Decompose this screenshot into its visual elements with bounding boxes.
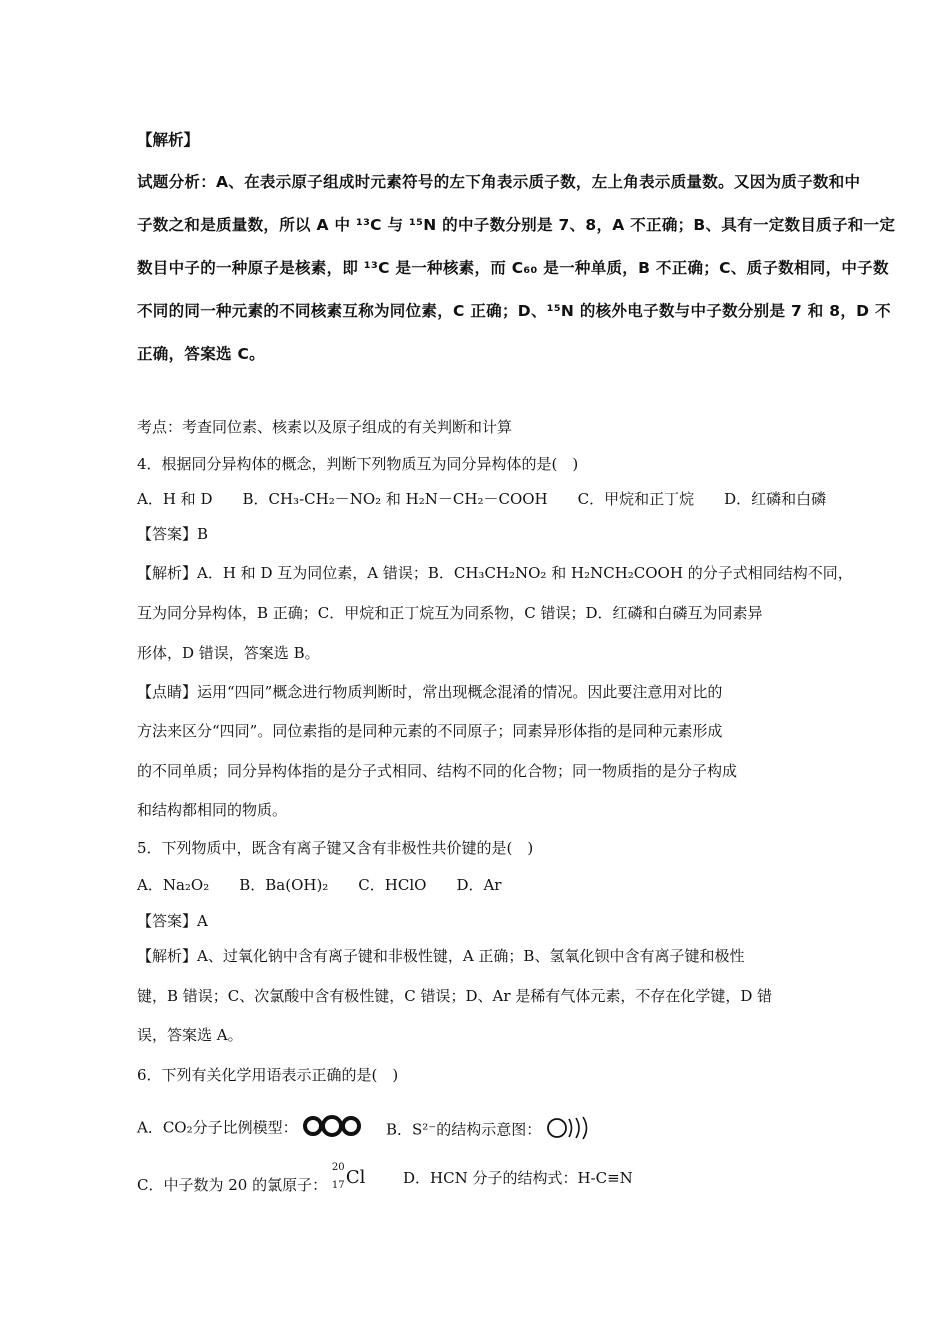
q6-option-a-label: A．CO₂分子比例模型：	[137, 1118, 298, 1137]
q5-jiexi-line-3: 误，答案选 A。	[137, 1026, 243, 1044]
q6-stem: 6．下列有关化学用语表示正确的是( )	[137, 1066, 399, 1084]
q4-jiexi-line-3: 形体，D 错误，答案选 B。	[137, 644, 320, 662]
analysis-line-4: 不同的同一种元素的不同核素互称为同位素，C 正确；D、¹⁵N 的核外电子数与中子数分别是 7 和 8，D 不	[137, 302, 891, 320]
q4-stem: 4．根据同分异构体的概念，判断下列物质互为同分异构体的是( )	[137, 455, 579, 473]
q5-answer: 【答案】A	[137, 912, 208, 930]
q4-dianjing-line-3: 的不同单质；同分异构体指的是分子式相同、结构不同的化合物；同一物质指的是分子构成	[137, 762, 738, 780]
chlorine-nuclide-symbol	[331, 1162, 368, 1198]
q5-jiexi-line-1: 【解析】A、过氧化钠中含有离子键和非极性键，A 正确；B、氢氧化钡中含有离子键和极性	[137, 947, 745, 965]
nuclide-atomic-number: 17	[331, 1180, 345, 1191]
q6-option-b	[386, 1115, 592, 1146]
q4-answer: 【答案】B	[137, 525, 209, 543]
kaodian-text: 考点：考查同位素、核素以及原子组成的有关判断和计算	[137, 418, 513, 436]
q4-jiexi-line-2: 互为同分异构体，B 正确；C．甲烷和正丁烷互为同系物，C 错误；D．红磷和白磷互为同素异	[137, 604, 763, 622]
q6-option-c-label: C．中子数为 20 的氯原子：	[137, 1176, 328, 1194]
q5-stem: 5．下列物质中，既含有离子键又含有非极性共价键的是( )	[137, 839, 534, 857]
q6-option-b-label: B．S²⁻的结构示意图：	[386, 1120, 542, 1139]
nuclide-mass-number: 20	[331, 1162, 345, 1173]
analysis-line-3: 数目中子的一种原子是核素，即 ¹³C 是一种核素，而 C₆₀ 是一种单质，B 不正确；C、质子数相同，中子数	[137, 259, 889, 277]
q4-dianjing-line-2: 方法来区分“四同”。同位素指的是同种元素的不同原子；同素异形体指的是同种元素形成	[137, 722, 723, 740]
sulfide-ion-structure-diagram-image	[546, 1115, 592, 1146]
analysis-line-1: 试题分析：A、在表示原子组成时元素符号的左下角表示质子数，左上角表示质量数。又因为质子数和中	[137, 173, 861, 191]
q5-options: A．Na₂O₂ B．Ba(OH)₂ C．HClO D．Ar	[137, 876, 502, 894]
analysis-line-2: 子数之和是质量数，所以 A 中 ¹³C 与 ¹⁵N 的中子数分别是 7、8，A 不正确；B、具有一定数目质子和一定	[137, 216, 896, 234]
q4-jiexi-line-1: 【解析】A．H 和 D 互为同位素，A 错误；B．CH₃CH₂NO₂ 和 H₂NCH₂COOH 的分子式相同结构不同，	[137, 564, 853, 582]
q4-options: A．H 和 D B．CH₃-CH₂－NO₂ 和 H₂N－CH₂－COOH C．甲烷和正丁烷 D．红磷和白磷	[137, 490, 827, 508]
q6-option-a	[137, 1115, 362, 1142]
q6-option-c	[137, 1162, 368, 1198]
co2-space-filling-model-image	[302, 1115, 362, 1142]
analysis-header: 【解析】	[137, 131, 200, 149]
q6-option-d: D．HCN 分子的结构式：H-C≡N	[403, 1169, 633, 1187]
analysis-line-5: 正确，答案选 C。	[137, 345, 265, 363]
q5-jiexi-line-2: 键，B 错误；C、次氯酸中含有极性键，C 错误；D、Ar 是稀有气体元素，不存在化学键，D 错	[137, 987, 773, 1005]
nuclide-element-symbol: Cl	[345, 1167, 366, 1188]
q4-dianjing-line-4: 和结构都相同的物质。	[137, 801, 288, 819]
q4-dianjing-line-1: 【点睛】运用“四同”概念进行物质判断时，常出现概念混淆的情况。因此要注意用对比的	[137, 683, 723, 701]
